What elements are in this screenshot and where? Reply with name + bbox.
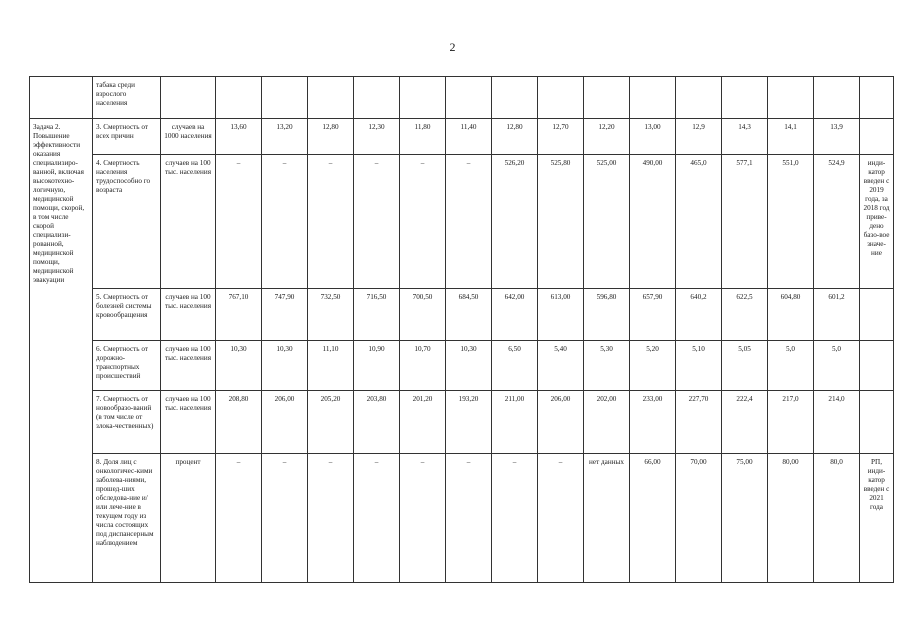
value-cell: 11,40: [446, 119, 492, 155]
value-cell: 193,20: [446, 391, 492, 454]
value-cell: 12,80: [492, 119, 538, 155]
value-cell: 13,9: [814, 119, 860, 155]
value-cell: 206,00: [538, 391, 584, 454]
indicator-name: табака среди взрослого населения: [93, 77, 161, 119]
note-cell: [860, 77, 894, 119]
value-cell: [584, 77, 630, 119]
value-cell: –: [492, 454, 538, 583]
value-cell: 10,30: [446, 341, 492, 391]
value-cell: 604,80: [768, 289, 814, 341]
value-cell: 205,20: [308, 391, 354, 454]
value-cell: –: [538, 454, 584, 583]
value-cell: 80,0: [814, 454, 860, 583]
indicator-unit: случаев на 100 тыс. населения: [161, 289, 216, 341]
value-cell: 747,90: [262, 289, 308, 341]
table-row: [30, 155, 894, 289]
value-cell: 5,10: [676, 341, 722, 391]
value-cell: 206,00: [262, 391, 308, 454]
indicator-name: 6. Смертность от дорожно-транспортных происшествий: [93, 341, 161, 391]
page-number: 2: [449, 40, 456, 54]
value-cell: 716,50: [354, 289, 400, 341]
value-cell: 613,00: [538, 289, 584, 341]
indicator-unit: случаев на 100 тыс. населения: [161, 341, 216, 391]
value-cell: [814, 77, 860, 119]
task-cell: Задача 2. Повышение эффективности оказания специализиро-ванной, включая высокотехно-логичную, медицинской помощи, скорой, в том числе скорой специализи-рованной, медицинской помощи, медицинской эвакуации: [30, 119, 93, 583]
indicator-name: 4. Смертность населения трудоспособно го возраста: [93, 155, 161, 289]
value-cell: 10,90: [354, 341, 400, 391]
value-cell: 12,9: [676, 119, 722, 155]
indicator-name: 7. Смертность от новообразо-ваний (в том числе от злока-чественных): [93, 391, 161, 454]
note-cell: инди-катор введен с 2019 года, за 2018 год приве-дено базо-вое значе-ние: [860, 155, 894, 289]
value-cell: 233,00: [630, 391, 676, 454]
value-cell: [400, 77, 446, 119]
value-cell: 12,80: [308, 119, 354, 155]
value-cell: [446, 77, 492, 119]
value-cell: –: [400, 454, 446, 583]
value-cell: –: [354, 454, 400, 583]
value-cell: 14,1: [768, 119, 814, 155]
value-cell: –: [216, 155, 262, 289]
value-cell: 217,0: [768, 391, 814, 454]
value-cell: 767,10: [216, 289, 262, 341]
value-cell: 10,30: [262, 341, 308, 391]
value-cell: –: [400, 155, 446, 289]
value-cell: [492, 77, 538, 119]
note-cell: [860, 341, 894, 391]
value-cell: 5,0: [814, 341, 860, 391]
indicator-unit: случаев на 100 тыс. населения: [161, 391, 216, 454]
value-cell: –: [216, 454, 262, 583]
indicator-unit: процент: [161, 454, 216, 583]
value-cell: 11,80: [400, 119, 446, 155]
table-row: [30, 119, 894, 155]
note-cell: [860, 289, 894, 341]
value-cell: 13,60: [216, 119, 262, 155]
value-cell: 70,00: [676, 454, 722, 583]
value-cell: 222,4: [722, 391, 768, 454]
value-cell: 203,80: [354, 391, 400, 454]
value-cell: 551,0: [768, 155, 814, 289]
value-cell: 13,00: [630, 119, 676, 155]
indicator-name: 5. Смертность от болезней системы кровообращения: [93, 289, 161, 341]
value-cell: 211,00: [492, 391, 538, 454]
task-cell-empty: [30, 77, 93, 119]
value-cell: 525,80: [538, 155, 584, 289]
value-cell: 5,30: [584, 341, 630, 391]
value-cell: 640,2: [676, 289, 722, 341]
value-cell: 66,00: [630, 454, 676, 583]
value-cell: 202,00: [584, 391, 630, 454]
value-cell: –: [262, 155, 308, 289]
indicator-name: 3. Смертность от всех причин: [93, 119, 161, 155]
table-row: [30, 289, 894, 341]
value-cell: [354, 77, 400, 119]
value-cell: 201,20: [400, 391, 446, 454]
table-row: [30, 391, 894, 454]
value-cell: 13,20: [262, 119, 308, 155]
value-cell: 622,5: [722, 289, 768, 341]
value-cell: –: [308, 155, 354, 289]
value-cell: 5,40: [538, 341, 584, 391]
table-row: [30, 77, 894, 119]
value-cell: 525,00: [584, 155, 630, 289]
value-cell: 596,80: [584, 289, 630, 341]
value-cell: 657,90: [630, 289, 676, 341]
value-cell: [768, 77, 814, 119]
note-cell: РП, инди-катор введен с 2021 года: [860, 454, 894, 583]
value-cell: 80,00: [768, 454, 814, 583]
value-cell: 208,80: [216, 391, 262, 454]
note-cell: [860, 119, 894, 155]
value-cell: 5,05: [722, 341, 768, 391]
value-cell: 700,50: [400, 289, 446, 341]
value-cell: 12,70: [538, 119, 584, 155]
value-cell: –: [446, 454, 492, 583]
value-cell: 732,50: [308, 289, 354, 341]
value-cell: 642,00: [492, 289, 538, 341]
value-cell: 11,10: [308, 341, 354, 391]
value-cell: [262, 77, 308, 119]
indicators-table: [29, 76, 894, 583]
value-cell: 601,2: [814, 289, 860, 341]
value-cell: 10,30: [216, 341, 262, 391]
indicator-unit: [161, 77, 216, 119]
value-cell: –: [262, 454, 308, 583]
value-cell: 12,20: [584, 119, 630, 155]
value-cell: 465,0: [676, 155, 722, 289]
value-cell: 5,20: [630, 341, 676, 391]
value-cell: 214,0: [814, 391, 860, 454]
value-cell: [216, 77, 262, 119]
value-cell: 10,70: [400, 341, 446, 391]
value-cell: –: [354, 155, 400, 289]
value-cell: 227,70: [676, 391, 722, 454]
value-cell: –: [446, 155, 492, 289]
note-cell: [860, 391, 894, 454]
value-cell: 684,50: [446, 289, 492, 341]
value-cell: 577,1: [722, 155, 768, 289]
value-cell: [308, 77, 354, 119]
value-cell: 14,3: [722, 119, 768, 155]
value-cell: 12,30: [354, 119, 400, 155]
table-row: [30, 454, 894, 583]
value-cell: [676, 77, 722, 119]
value-cell: 524,9: [814, 155, 860, 289]
value-cell: [538, 77, 584, 119]
value-cell: [630, 77, 676, 119]
table-row: [30, 341, 894, 391]
value-cell: [722, 77, 768, 119]
indicator-unit: случаев на 100 тыс. населения: [161, 155, 216, 289]
value-cell: 5,0: [768, 341, 814, 391]
indicator-name: 8. Доля лиц с онкологичес-кими заболева-ниями, прошед-ших обследова-ние и/или лече-ние в текущем году из числа состоящих под диспансерным наблюдением: [93, 454, 161, 583]
value-cell: 490,00: [630, 155, 676, 289]
indicator-unit: случаев на 1000 населения: [161, 119, 216, 155]
value-cell: 6,50: [492, 341, 538, 391]
value-cell: 75,00: [722, 454, 768, 583]
value-cell: нет данных: [584, 454, 630, 583]
value-cell: –: [308, 454, 354, 583]
value-cell: 526,20: [492, 155, 538, 289]
